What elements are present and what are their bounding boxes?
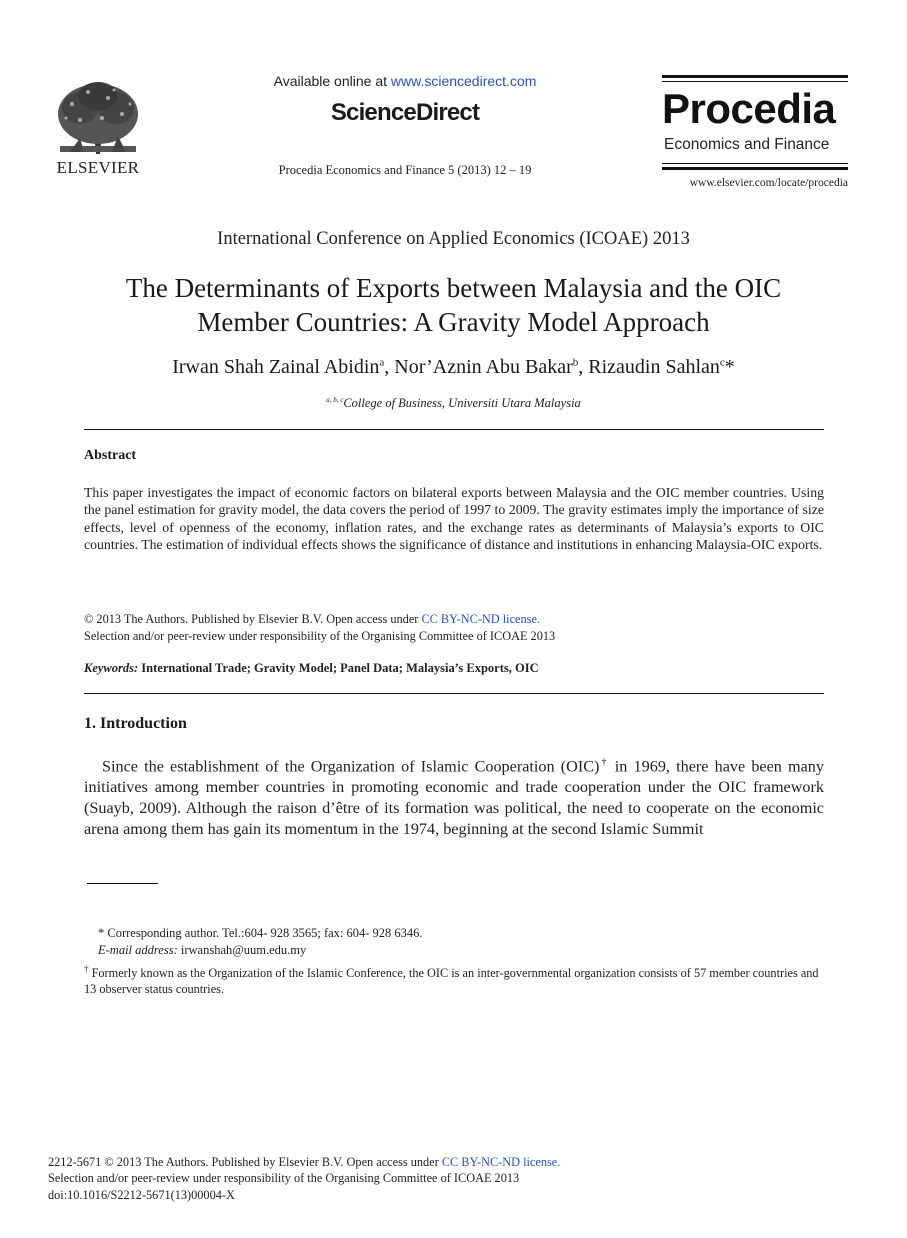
article-title (60, 271, 847, 339)
introduction-paragraph (84, 752, 824, 840)
section-heading-introduction: 1. Introduction (84, 715, 187, 732)
author-name: Rizaudin Sahlan (588, 356, 720, 378)
affiliation-marks: a, b, c (326, 396, 344, 404)
author-name: Irwan Shah Zainal Abidin (172, 356, 380, 378)
corresponding-author-mark: * (724, 356, 735, 378)
procedia-rule-bottom-thin (662, 163, 848, 164)
footer-review-line: Selection and/or peer-review under responsibility of the Organising Committee of ICOAE 2013 (48, 1171, 520, 1185)
sciencedirect-link[interactable]: www.sciencedirect.com (390, 73, 537, 89)
footnote-rule (87, 883, 158, 884)
dagger-footnote-text: Formerly known as the Organization of the Islamic Conference, the OIC is an inter-governmental organization consists of 57 member countries and 13 observer status countries. (84, 966, 819, 997)
keywords-line (84, 661, 539, 676)
procedia-rule-top-thin (662, 81, 848, 82)
intro-text-part2: in 1969, there have been many initiatives among member countries in promoting economic and trade cooperation under the OIC framework (Suayb, 2009). Although the raison d’être of its formation was political, the need to cooperate on the economic arena among them has gain its momentum in the 1974, beginning at the second Islamic Summit (84, 757, 824, 839)
affiliation (0, 396, 907, 411)
email-label: E-mail address: (98, 943, 178, 957)
conference-name: International Conference on Applied Economics (ICOAE) 2013 (217, 229, 690, 249)
title-line-2: Member Countries: A Gravity Model Approach (197, 307, 710, 337)
elsevier-wordmark: ELSEVIER (56, 158, 140, 177)
email-footnote (98, 943, 306, 958)
email-address[interactable]: irwanshah@uum.edu.my (177, 943, 307, 957)
copyright-text: © 2013 The Authors. Published by Elsevier B.V. (84, 612, 327, 626)
footnote-dagger-mark[interactable]: † (599, 757, 609, 768)
journal-citation: Procedia Economics and Finance 5 (2013) 12 – 19 (278, 163, 532, 177)
procedia-rule-top (662, 75, 848, 78)
procedia-rule-bottom (662, 167, 848, 170)
abstract-text: This paper investigates the impact of economic factors on bilateral exports between Malaysia and the OIC member countries. Using the panel estimation for gravity model, the data covers the period of 1997 to 2009. The gravity estimates imply the importance of size effects, level of openness of the economy, inflation rates, and the exchange rates as determinants of Malaysia’s exports to OIC countries. The estimation of individual effects shows the significance of distance and institutions in enhancing Malaysia-OIC exports. (84, 485, 824, 553)
author-name: Nor’Aznin Abu Bakar (394, 356, 573, 378)
author-list (0, 356, 907, 379)
divider-top (84, 429, 824, 430)
available-online-line (240, 73, 570, 89)
author-affil-mark: a (379, 356, 385, 369)
footer-doi[interactable]: doi:10.1016/S2212-5671(13)00004-X (48, 1188, 235, 1202)
sciencedirect-brand: ScienceDirect (330, 99, 480, 126)
license-link[interactable]: CC BY-NC-ND license. (421, 612, 540, 626)
keywords-label: Keywords: (84, 661, 139, 675)
footer-issn-text: 2212-5671 © 2013 The Authors. Published by Elsevier B.V. (48, 1155, 347, 1169)
footer-open-access: Open access under (346, 1155, 442, 1169)
procedia-subtitle: Economics and Finance (664, 136, 830, 153)
procedia-brand: Procedia (662, 85, 836, 132)
peer-review-line: Selection and/or peer-review under responsibility of the Organising Committee of ICOAE 2013 (84, 629, 556, 643)
affiliation-text: College of Business, Universiti Utara Malaysia (343, 396, 581, 411)
open-access-label: Open access under (326, 612, 422, 626)
title-line-1: The Determinants of Exports between Malaysia and the OIC (125, 273, 782, 303)
author-separator: , (578, 356, 589, 378)
abstract-heading: Abstract (84, 448, 137, 463)
dagger-mark: † (84, 964, 89, 974)
footer-issn-line (48, 1155, 560, 1170)
keywords-text: International Trade; Gravity Model; Panel Data; Malaysia’s Exports, OIC (138, 661, 539, 675)
procedia-url[interactable]: www.elsevier.com/locate/procedia (689, 177, 848, 189)
author-affil-mark: c (719, 356, 725, 369)
available-online-label: Available online at (273, 73, 391, 89)
corresponding-author-footnote: * Corresponding author. Tel.:604- 928 3565; fax: 604- 928 6346. (98, 926, 423, 940)
divider-bottom (84, 693, 824, 694)
intro-text-part1: Since the establishment of the Organization of Islamic Cooperation (OIC) (102, 757, 600, 776)
dagger-footnote (84, 961, 824, 997)
author-affil-mark: b (572, 356, 579, 369)
footer-license-link[interactable]: CC BY-NC-ND license. (441, 1155, 561, 1169)
copyright-line (84, 612, 540, 627)
author-separator: , (384, 356, 395, 378)
